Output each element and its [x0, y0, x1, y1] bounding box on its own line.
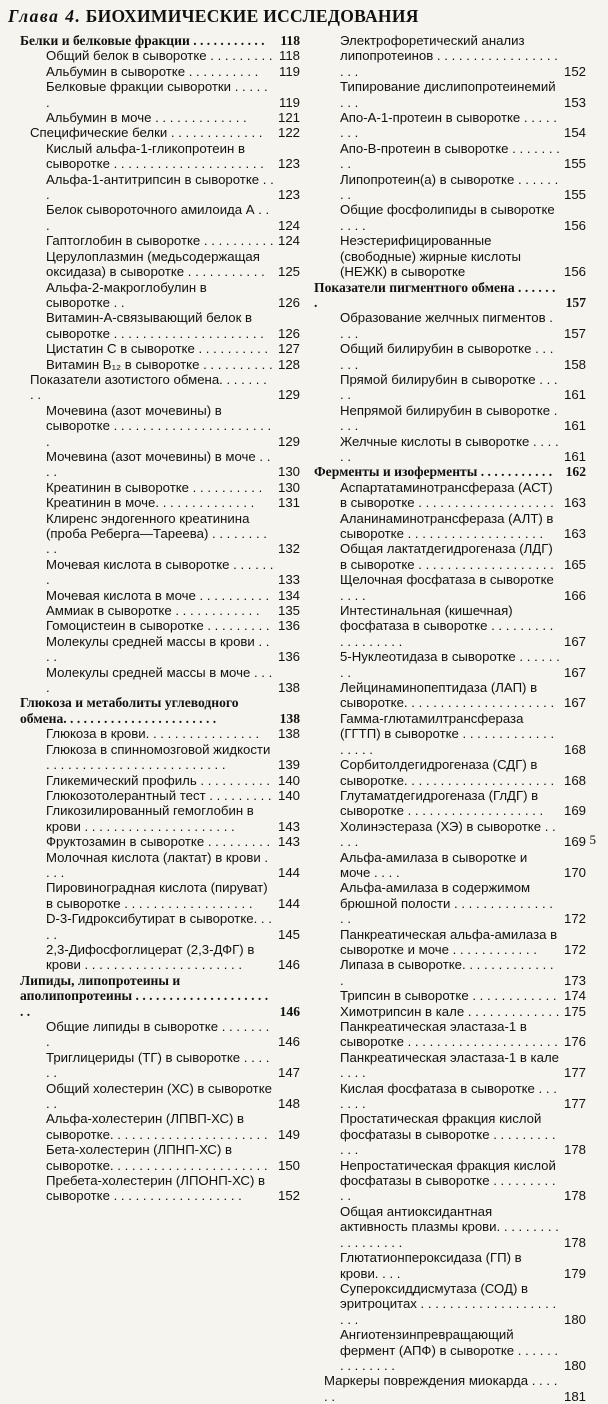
toc-entry-title: Гомоцистеин в сыворотке . . . . . . . . . [46, 618, 270, 634]
toc-entry[interactable] [20, 341, 300, 356]
toc-page-number: 121 [277, 110, 300, 126]
toc-page-number: 152 [277, 1188, 300, 1204]
toc-page-number: 124 [277, 217, 300, 233]
toc-entry-title: Альбумин в моче . . . . . . . . . . . . . [46, 110, 247, 126]
toc-entry-title: Типирование дислипопротеинемий . . . [340, 79, 556, 110]
toc-entry[interactable] [20, 480, 300, 495]
toc-entry-title: Маркеры повреждения миокарда . . . . . . [324, 1373, 558, 1404]
toc-entry[interactable] [314, 1281, 586, 1327]
toc-entry-title: Холинэстераза (ХЭ) в сыворотке . . . . . [340, 818, 556, 850]
toc-entry-title: Глутаматдегидрогеназа (ГлДГ) в сыворотке . . . . . . . . . . . . . . . . . . . [340, 787, 544, 819]
toc-entry-title: Трипсин в сыворотке . . . . . . . . . . . . [340, 988, 557, 1004]
toc-entry-title: Общая лактатдегидрогеназа (ЛДГ) в сыворотке . . . . . . . . . . . . . . . . . . . [340, 541, 554, 572]
toc-page-number: 155 [563, 187, 586, 203]
toc-entry-title: Простатическая фракция кислой фосфатазы в сыворотке . . . . . . . . . . . . [340, 1111, 556, 1158]
toc-entry-title: Молекулы средней массы в моче . . . . [46, 664, 273, 696]
toc-entry[interactable] [314, 649, 586, 680]
toc-entry[interactable] [314, 1111, 586, 1157]
toc-page-number: 126 [277, 325, 300, 341]
toc-section-entry[interactable] [20, 33, 300, 48]
toc-page-number: 163 [563, 495, 586, 511]
toc-entry-title: Общий белок в сыворотке . . . . . . . . . [46, 48, 273, 64]
toc-entry[interactable] [314, 1327, 586, 1373]
toc-page-number: 163 [563, 526, 586, 541]
toc-page-number: 128 [277, 356, 300, 372]
toc-entry-title: Альфа-холестерин (ЛПВП-ХС) в сыворотке. . . . . . . . . . . . . . . . . . . . . . [46, 1111, 268, 1142]
toc-column-right [314, 33, 586, 1404]
toc-page-number: 132 [277, 541, 300, 557]
toc-entry[interactable] [20, 357, 300, 372]
toc-page-number: 118 [280, 33, 300, 48]
toc-entry-title: Непрямой билирубин в сыворотке . . . . [340, 402, 558, 434]
toc-entry-title: Мочевина (азот мочевины) в моче . . . . [46, 448, 271, 480]
toc-entry[interactable] [314, 757, 586, 788]
toc-entry[interactable] [20, 1111, 300, 1142]
toc-entry-title: Креатинин в моче. . . . . . . . . . . . . . [46, 495, 255, 511]
toc-entry-title: Мочевина (азот мочевины) в сыворотке . . . . . . . . . . . . . . . . . . . . . . . [46, 402, 272, 449]
toc-entry[interactable] [20, 110, 300, 125]
toc-entry[interactable] [20, 726, 300, 741]
toc-page-number: 162 [565, 464, 586, 480]
toc-page-number: 119 [278, 63, 300, 79]
toc-entry-title: Бета-холестерин (ЛПНП-ХС) в сыворотке. . . . . . . . . . . . . . . . . . . . . . [46, 1142, 268, 1173]
toc-entry[interactable] [20, 403, 300, 449]
toc-entry[interactable] [20, 125, 300, 140]
toc-entry[interactable] [20, 79, 300, 110]
toc-page-number: 119 [278, 94, 300, 110]
toc-entry[interactable] [20, 310, 300, 341]
toc-page-number: 174 [563, 988, 586, 1004]
toc-entry[interactable] [20, 634, 300, 665]
toc-entry[interactable] [314, 880, 586, 926]
toc-entry[interactable] [314, 988, 586, 1003]
toc-entry-title: Клиренс эндогенного креатинина (проба Реберга—Тареева) . . . . . . . . . . [46, 510, 267, 557]
toc-page-number: 165 [563, 556, 586, 572]
chapter-label: Глава 4. [8, 6, 82, 26]
toc-entry-title: Белковые фракции сыворотки . . . . . . [46, 79, 268, 110]
toc-entry-title: Общий холестерин (ХС) в сыворотке . . [46, 1080, 272, 1112]
toc-entry[interactable] [20, 233, 300, 248]
toc-entry[interactable] [20, 773, 300, 788]
toc-page-number: 156 [563, 264, 586, 280]
toc-entry[interactable] [314, 33, 586, 79]
toc-entry-title: Кислый альфа-1-гликопротеин в сыворотке . . . . . . . . . . . . . . . . . . . . . [46, 140, 264, 172]
toc-page-number: 129 [277, 433, 300, 449]
toc-page-number: 158 [563, 356, 586, 372]
toc-entry[interactable] [314, 1373, 586, 1404]
toc-entry-title: Химотрипсин в кале . . . . . . . . . . . . . [340, 1003, 560, 1019]
toc-entry[interactable] [20, 1142, 300, 1173]
toc-entry-title: Альфа-1-антитрипсин в сыворотке . . . [46, 171, 274, 203]
toc-page-number: 167 [563, 664, 586, 680]
toc-entry[interactable] [20, 172, 300, 203]
toc-page-number: 149 [277, 1126, 300, 1142]
toc-entry-title: Липиды, липопротеины и аполипопротеины . . . . . . . . . . . . . . . . . . . . . . [20, 972, 269, 1019]
toc-entry-title: Панкреатическая альфа-амилаза в сыворотке и моче . . . . . . . . . . . . [340, 926, 558, 957]
toc-entry[interactable] [20, 834, 300, 849]
toc-entry[interactable] [20, 372, 300, 403]
toc-entry[interactable] [314, 572, 586, 603]
toc-page-number: 181 [563, 1388, 586, 1404]
toc-page-number: 138 [277, 726, 300, 742]
toc-entry[interactable] [314, 233, 586, 279]
toc-page-number: 127 [277, 341, 300, 357]
toc-entry[interactable] [20, 603, 300, 618]
toc-entry[interactable] [20, 1019, 300, 1050]
toc-entry[interactable] [20, 449, 300, 480]
toc-entry-title: Специфические белки . . . . . . . . . . . . . [30, 125, 263, 141]
toc-entry-title: Фруктозамин в сыворотке . . . . . . . . . [46, 834, 271, 850]
toc-entry-title: Пировиноградная кислота (пируват) в сыворотке . . . . . . . . . . . . . . . . . . [46, 880, 268, 911]
toc-entry[interactable] [314, 788, 586, 819]
toc-section-entry[interactable] [20, 695, 300, 726]
toc-entry[interactable] [314, 957, 586, 988]
toc-entry[interactable] [314, 1204, 586, 1250]
toc-page-number: 179 [563, 1265, 586, 1281]
toc-entry[interactable] [20, 911, 300, 942]
toc-entry-title: Гликозилированный гемоглобин в крови . . . . . . . . . . . . . . . . . . . . . [46, 803, 254, 834]
toc-entry-title: Аммиак в сыворотке . . . . . . . . . . . . [46, 603, 260, 619]
toc-entry-title: Мочевая кислота в моче . . . . . . . . . . [46, 587, 270, 603]
toc-page-number: 177 [563, 1065, 586, 1081]
toc-entry[interactable] [20, 1081, 300, 1112]
toc-page-number: 172 [563, 911, 586, 927]
toc-entry-title: Общие фосфолипиды в сыворотке . . . . [340, 202, 555, 233]
toc-page-number: 118 [278, 48, 300, 64]
toc-page-number: 167 [563, 695, 586, 711]
toc-page-number: 170 [563, 864, 586, 880]
toc-entry[interactable] [20, 511, 300, 557]
toc-page-number: 169 [563, 803, 586, 819]
toc-entry-title: Желчные кислоты в сыворотке . . . . . . [340, 433, 559, 464]
toc-entry-title: D-3-Гидроксибутират в сыворотке. . . . . [46, 911, 272, 942]
toc-entry[interactable] [20, 64, 300, 79]
toc-entry[interactable] [20, 880, 300, 911]
toc-page-number: 155 [563, 156, 586, 172]
toc-entry[interactable] [20, 557, 300, 588]
toc-entry[interactable] [314, 403, 586, 434]
toc-page-number: 129 [277, 387, 300, 403]
toc-entry[interactable] [20, 850, 300, 881]
toc-entry[interactable] [20, 803, 300, 834]
toc-page-number: 169 [563, 834, 586, 850]
toc-page-number: 131 [277, 495, 300, 511]
toc-entry-title: Неэстерифицированные (свободные) жирные кислоты (НЕЖК) в сыворотке [340, 233, 522, 280]
toc-entry-title: Пребета-холестерин (ЛПОНП-ХС) в сыворотке . . . . . . . . . . . . . . . . . . [46, 1173, 266, 1204]
toc-page-number: 139 [277, 757, 300, 773]
toc-entry[interactable] [314, 480, 586, 511]
toc-entry-title: Альфа-амилаза в сыворотке и моче . . . . [340, 849, 528, 880]
toc-page-number: 144 [277, 864, 300, 880]
toc-entry[interactable] [314, 310, 586, 341]
toc-entry-title: Мочевая кислота в сыворотке . . . . . . . [46, 556, 274, 588]
toc-page-number: 140 [277, 772, 300, 788]
toc-entry-title: Молочная кислота (лактат) в крови . . . . [46, 849, 269, 880]
toc-entry-title: Щелочная фосфатаза в сыворотке . . . . [340, 572, 554, 603]
toc-column-left [20, 33, 300, 1204]
toc-entry[interactable] [314, 141, 586, 172]
toc-entry[interactable] [314, 603, 586, 649]
toc-entry-title: Образование желчных пигментов . . . . [340, 310, 553, 341]
toc-entry[interactable] [314, 850, 586, 881]
toc-entry-title: Гликемический профиль . . . . . . . . . . [46, 772, 270, 788]
toc-entry-title: Кислая фосфатаза в сыворотке . . . . . . . [340, 1080, 557, 1112]
toc-entry-title: Креатинин в сыворотке . . . . . . . . . . [46, 479, 263, 495]
page-number: 5 [589, 832, 596, 847]
toc-page-number: 123 [277, 187, 300, 203]
toc-page-number: 157 [565, 294, 586, 310]
toc-entry-title: Альбумин в сыворотке . . . . . . . . . . [46, 63, 259, 79]
toc-entry-title: Цистатин С в сыворотке . . . . . . . . . . [46, 341, 269, 357]
toc-entry[interactable] [20, 665, 300, 696]
toc-page-number: 166 [563, 587, 586, 603]
toc-page-number: 143 [277, 818, 300, 834]
toc-entry-title: Глюкоза в спинномозговой жидкости . . . . . . . . . . . . . . . . . . . . . . . . . [46, 741, 271, 773]
toc-page-number: 130 [277, 464, 300, 480]
toc-page-number: 146 [279, 1003, 300, 1019]
toc-page-number: 143 [277, 834, 300, 850]
toc-entry[interactable] [314, 1050, 586, 1081]
toc-page-number: 146 [277, 1034, 300, 1050]
toc-entry-title: Показатели азотистого обмена. . . . . . . . . [30, 371, 267, 403]
toc-entry-title: Непростатическая фракция кислой фосфатазы в сыворотке . . . . . . . . . . . [340, 1157, 556, 1204]
toc-entry[interactable] [314, 1158, 586, 1204]
toc-entry[interactable] [20, 141, 300, 172]
toc-entry[interactable] [20, 1050, 300, 1081]
toc-page-number: 125 [277, 264, 300, 280]
toc-page-number: 180 [563, 1311, 586, 1327]
toc-entry[interactable] [314, 1019, 586, 1050]
toc-entry-title: Гамма-глютамилтрансфераза (ГГТП) в сыворотке . . . . . . . . . . . . . . . . . . [340, 710, 555, 757]
toc-page-number: 167 [563, 633, 586, 649]
toc-page-number: 157 [563, 325, 586, 341]
toc-entry[interactable] [20, 942, 300, 973]
toc-entry[interactable] [20, 788, 300, 803]
toc-entry-title: Интестинальная (кишечная) фосфатаза в сыворотке . . . . . . . . . . . . . . . . . . [340, 603, 554, 649]
toc-entry-title: Молекулы средней массы в крови . . . . [46, 633, 270, 665]
toc-entry-title: Глюкоза в крови. . . . . . . . . . . . . . . . [46, 726, 260, 742]
toc-page-number: 130 [277, 479, 300, 495]
toc-page-number: 176 [563, 1034, 586, 1050]
toc-entry-title: Липаза в сыворотке. . . . . . . . . . . . . . [340, 957, 554, 988]
toc-entry-title: Апо-В-протеин в сыворотке . . . . . . . . . [340, 140, 560, 172]
toc-page-number: 161 [563, 448, 586, 464]
toc-entry[interactable] [314, 1250, 586, 1281]
toc-entry-title: Липопротеин(а) в сыворотке . . . . . . . . [340, 171, 559, 203]
toc-entry-title: Альфа-2-макроглобулин в сыворотке . . [46, 279, 207, 310]
toc-entry-title: Глютатионпероксидаза (ГП) в крови. . . . [340, 1250, 522, 1281]
toc-page-number: 140 [277, 787, 300, 803]
toc-page-number: 168 [563, 772, 586, 788]
toc-entry-title: Белки и белковые фракции . . . . . . . . . . . [20, 33, 265, 48]
toc-page-number: 180 [563, 1357, 586, 1373]
toc-entry-title: Альфа-амилаза в содержимом брюшной полости . . . . . . . . . . . . . . . . [340, 880, 553, 927]
toc-entry[interactable] [20, 495, 300, 510]
toc-entry-title: Аспартатаминотрансфераза (АСТ) в сыворотке . . . . . . . . . . . . . . . . . . . [340, 479, 554, 511]
toc-entry[interactable] [314, 711, 586, 757]
toc-page-number: 144 [277, 895, 300, 911]
toc-entry-title: Общий билирубин в сыворотке . . . . . . [340, 341, 554, 372]
toc-entry-title: Ферменты и изоферменты . . . . . . . . . . . [314, 464, 553, 480]
toc-page-number: 122 [277, 125, 300, 141]
toc-section-entry[interactable] [20, 973, 300, 1019]
toc-page-number: 154 [563, 125, 586, 141]
toc-page-number: 178 [563, 1142, 586, 1158]
toc-entry[interactable] [314, 541, 586, 572]
toc-entry-title: Глюкоза и метаболиты углеводного обмена. . . . . . . . . . . . . . . . . . . . . . . [20, 695, 239, 726]
toc-entry-title: Прямой билирубин в сыворотке . . . . . [340, 371, 558, 403]
toc-section-entry[interactable] [314, 280, 586, 311]
toc-entry-title: Церулоплазмин (медьсодержащая оксидаза) в сыворотке . . . . . . . . . . . [46, 248, 265, 280]
toc-entry[interactable] [314, 110, 586, 141]
toc-entry-title: Аланинаминотрансфераза (АЛТ) в сыворотке . . . . . . . . . . . . . . . . . . . [340, 510, 554, 541]
toc-entry[interactable] [314, 341, 586, 372]
toc-entry[interactable] [20, 1173, 300, 1204]
toc-page-number: 172 [563, 941, 586, 957]
toc-entry[interactable] [314, 1081, 586, 1112]
toc-entry-title: 2,3-Дифосфоглицерат (2,3-ДФГ) в крови . . . . . . . . . . . . . . . . . . . . . . [46, 941, 255, 973]
toc-page-number: 173 [563, 972, 586, 988]
toc-page-number: 148 [277, 1096, 300, 1112]
toc-entry[interactable] [20, 249, 300, 280]
toc-page-number: 138 [279, 710, 300, 726]
toc-entry[interactable] [314, 927, 586, 958]
toc-entry[interactable] [314, 79, 586, 110]
toc-entry-title: Белок сывороточного амилоида А . . . [46, 202, 270, 233]
toc-page-number: 124 [277, 233, 300, 249]
toc-entry[interactable] [314, 819, 586, 850]
toc-page-number: 177 [563, 1096, 586, 1112]
toc-entry-title: Панкреатическая эластаза-1 в кале . . . . [340, 1049, 559, 1081]
toc-page-number: 136 [277, 649, 300, 665]
toc-entry[interactable] [20, 618, 300, 633]
toc-page-number: 126 [277, 294, 300, 310]
toc-entry[interactable] [20, 48, 300, 63]
toc-entry-title: Апо-А-1-протеин в сыворотке . . . . . . . . [340, 110, 557, 141]
toc-entry[interactable] [314, 172, 586, 203]
toc-entry[interactable] [314, 202, 586, 233]
toc-entry-title: Общая антиоксидантная активность плазмы крови. . . . . . . . . . . . . . . . . . [340, 1203, 559, 1250]
toc-page-number: 133 [277, 572, 300, 588]
toc-page-number: 134 [277, 587, 300, 603]
toc-entry-title: Триглицериды (ТГ) в сыворотке . . . . . . [46, 1049, 270, 1081]
chapter-title: БИОХИМИЧЕСКИЕ ИССЛЕДОВАНИЯ [85, 6, 419, 26]
toc-page-number: 161 [563, 387, 586, 403]
toc-entry-title: Электрофоретический анализ липопротеинов . . . . . . . . . . . . . . . . . . . . [340, 33, 558, 79]
toc-page-number: 156 [563, 217, 586, 233]
toc-entry-title: Витамин-А-связывающий белок в сыворотке . . . . . . . . . . . . . . . . . . . . . [46, 310, 264, 341]
toc-entry[interactable] [314, 680, 586, 711]
toc-entry-title: Супероксиддисмутаза (СОД) в эритроцитах . . . . . . . . . . . . . . . . . . . . . . [340, 1280, 557, 1327]
toc-entry-title: Показатели пигментного обмена . . . . . . . [314, 279, 556, 310]
toc-section-entry[interactable] [314, 464, 586, 479]
toc-page-number: 175 [563, 1003, 586, 1019]
toc-entry[interactable] [314, 434, 586, 465]
toc-entry-title: Лейцинаминопептидаза (ЛАП) в сыворотке. . . . . . . . . . . . . . . . . . . . . [340, 680, 555, 711]
toc-entry[interactable] [314, 511, 586, 542]
toc-entry-title: Общие липиды в сыворотке . . . . . . . . [46, 1019, 270, 1050]
toc-entry-title: 5-Нуклеотидаза в сыворотке . . . . . . . . [340, 649, 560, 680]
toc-page-number: 161 [563, 418, 586, 434]
toc-page-number: 136 [277, 618, 300, 634]
chapter-heading [8, 4, 598, 28]
toc-page-number: 178 [563, 1188, 586, 1204]
toc-entry-title: Панкреатическая эластаза-1 в сыворотке . . . . . . . . . . . . . . . . . . . . . [340, 1019, 558, 1050]
toc-page-number: 135 [277, 603, 300, 619]
toc-page-number: 178 [563, 1234, 586, 1250]
toc-page-number: 150 [277, 1157, 300, 1173]
toc-page-number: 145 [277, 926, 300, 942]
toc-page-number: 168 [563, 741, 586, 757]
toc-entry-title: Гаптоглобин в сыворотке . . . . . . . . . . [46, 233, 274, 249]
toc-page-number: 146 [277, 957, 300, 973]
toc-page-number: 153 [563, 94, 586, 110]
toc-entry-title: Сорбитолдегидрогеназа (СДГ) в сыворотке. . . . . . . . . . . . . . . . . . . . . [340, 757, 555, 788]
toc-page-number: 138 [277, 680, 300, 696]
toc-entry[interactable] [314, 1004, 586, 1019]
toc-entry-title: Ангиотензинпревращающий фермент (АПФ) в сыворотке . . . . . . . . . . . . . . [340, 1327, 559, 1373]
toc-page-number: 152 [563, 63, 586, 79]
toc-entry[interactable] [20, 280, 300, 311]
toc-entry-title: Глюкозотолерантный тест . . . . . . . . . [46, 787, 272, 803]
toc-entry[interactable] [20, 202, 300, 233]
toc-entry[interactable] [20, 588, 300, 603]
toc-entry[interactable] [314, 372, 586, 403]
toc-entry-title: Витамин В₁₂ в сыворотке . . . . . . . . . . [46, 356, 273, 372]
toc-page-number: 123 [277, 156, 300, 172]
toc-page-number: 147 [277, 1065, 300, 1081]
toc-entry[interactable] [20, 742, 300, 773]
